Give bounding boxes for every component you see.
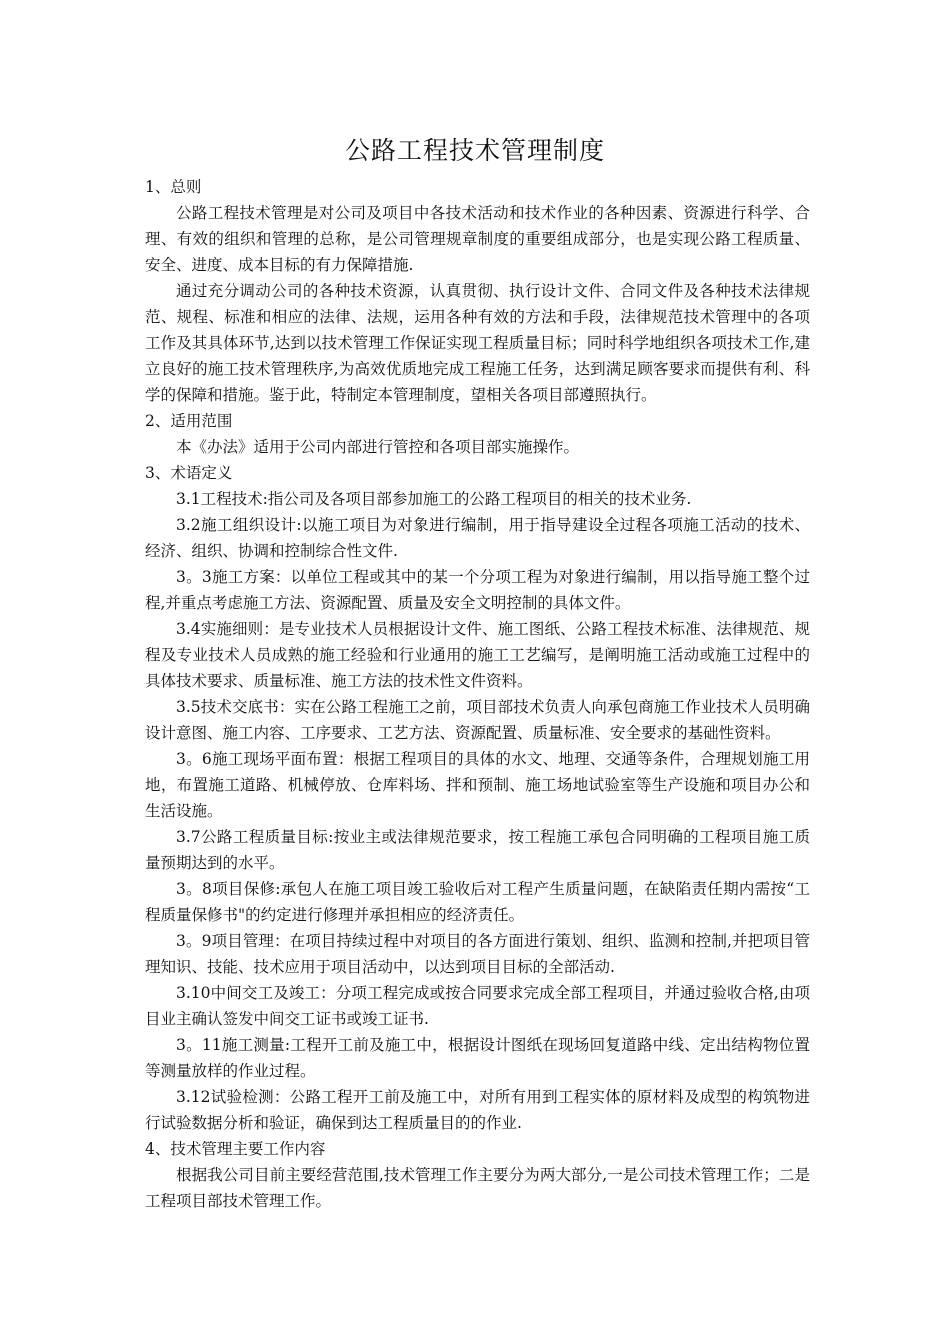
paragraph-term-3-5: 3.5技术交底书：实在公路工程施工之前，项目部技术负责人向承包商施工作业技术人员明确设计意图、施工内容、工序要求、工艺方法、资源配置、质量标准、安全要求的基础性资料。 [145,698,810,742]
paragraph-term-3-6: 3。6施工现场平面布置：根据工程项目的具体的水文、地理、交通等条件，合理规划施工用地，布置施工道路、机械停放、仓库料场、拌和预制、施工场地试验室等生产设施和项目办公和生活设施。 [145,750,810,820]
paragraph-term-3-4: 3.4实施细则：是专业技术人员根据设计文件、施工图纸、公路工程技术标准、法律规范、规程及专业技术人员成熟的施工经验和行业通用的施工工艺编写，是阐明施工活动或施工过程中的具体技术要求、质量标准、施工方法的技术性文件资料。 [145,620,810,690]
paragraph-main-work: 根据我公司目前主要经营范围,技术管理工作主要分为两大部分,一是公司技术管理工作；二是工程项目部技术管理工作。 [145,1166,810,1210]
paragraph-term-3-2: 3.2施工组织设计:以施工项目为对象进行编制，用于指导建设全过程各项施工活动的技术、经济、组织、协调和控制综合性文件. [145,516,810,560]
paragraph-term-3-10: 3.10中间交工及竣工：分项工程完成或按合同要求完成全部工程项目，并通过验收合格,由项目业主确认签发中间交工证书或竣工证书. [145,984,810,1028]
document-title: 公路工程技术管理制度 [344,136,605,165]
document-body [145,174,810,1214]
paragraph-scope: 本《办法》适用于公司内部进行管控和各项目部实施操作。 [176,438,580,456]
paragraph-term-3-8: 3。8项目保修:承包人在施工项目竣工验收后对工程产生质量问题，在缺陷责任期内需按“工程质量保修书"的约定进行修理并承担相应的经济责任。 [145,880,810,924]
paragraph-general-purpose: 通过充分调动公司的各种技术资源，认真贯彻、执行设计文件、合同文件及各种技术法律规范、规程、标准和相应的法律、法规，运用各种有效的方法和手段，法律规范技术管理中的各项工作及其具体环节,达到以技术管理工作保证实现工程质量目标；同时科学地组织各项技术工作,建立良好的施工技术管理秩序,为高效优质地完成工程施工任务，达到满足顾客要求而提供有利、科学的保障和措施。鉴于此，特制定本管理制度，望相关各项目部遵照执行。 [145,282,810,404]
paragraph-term-3-3: 3。3施工方案：以单位工程或其中的某一个分项工程为对象进行编制，用以指导施工整个过程,并重点考虑施工方法、资源配置、质量及安全文明控制的具体文件。 [145,568,810,612]
section-heading-general: 1、总则 [145,178,202,196]
section-heading-terms: 3、术语定义 [145,464,233,482]
paragraph-term-3-9: 3。9项目管理：在项目持续过程中对项目的各方面进行策划、组织、监测和控制,并把项目管理知识、技能、技术应用于项目活动中，以达到项目目标的全部活动. [145,932,810,976]
section-heading-main-work: 4、技术管理主要工作内容 [145,1140,326,1158]
paragraph-term-3-12: 3.12试验检测：公路工程开工前及施工中，对所有用到工程实体的原材料及成型的构筑物进行试验数据分析和验证，确保到达工程质量目的的作业. [145,1088,810,1132]
paragraph-term-3-1: 3.1工程技术:指公司及各项目部参加施工的公路工程项目的相关的技术业务. [176,490,692,508]
paragraph-general-definition: 公路工程技术管理是对公司及项目中各技术活动和技术作业的各种因素、资源进行科学、合理、有效的组织和管理的总称，是公司管理规章制度的重要组成部分，也是实现公路工程质量、安全、进度、成本目标的有力保障措施. [145,204,810,274]
section-heading-scope: 2、适用范围 [145,412,233,430]
paragraph-term-3-7: 3.7公路工程质量目标:按业主或法律规范要求，按工程施工承包合同明确的工程项目施工质量预期达到的水平。 [145,828,810,872]
paragraph-term-3-11: 3。11施工测量:工程开工前及施工中，根据设计图纸在现场回复道路中线、定出结构物位置等测量放样的作业过程。 [145,1036,810,1080]
